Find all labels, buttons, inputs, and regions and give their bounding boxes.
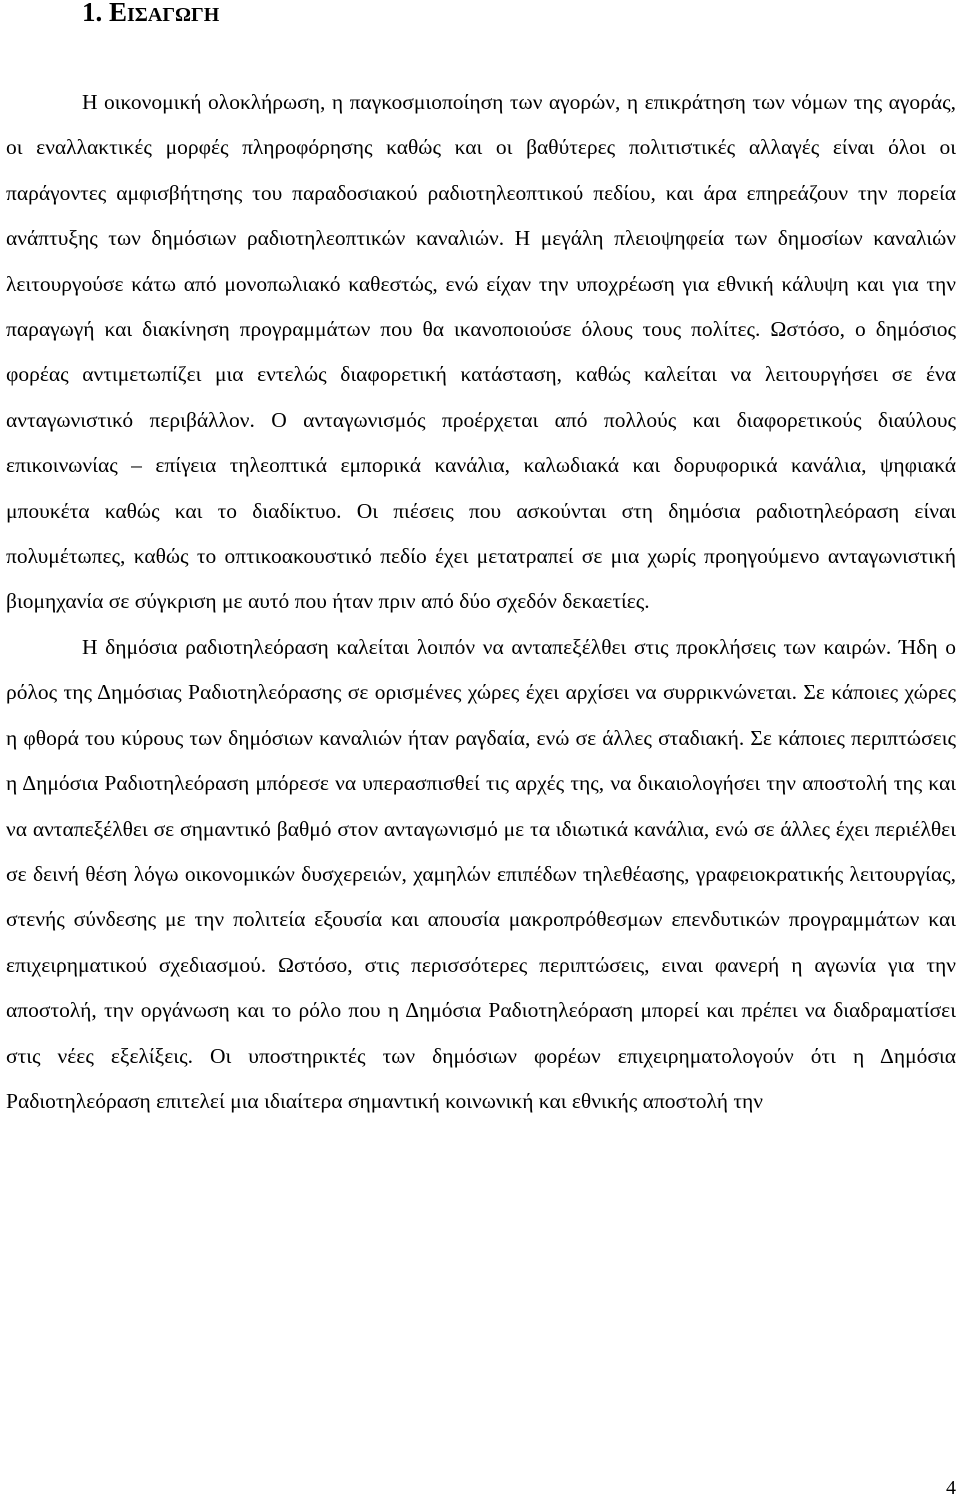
page-number: 4 <box>946 1477 956 1499</box>
section-heading <box>82 0 219 33</box>
heading-rest: ΙΣΑΓΩΓΗ <box>127 4 220 26</box>
paragraph-2: Η δημόσια ραδιοτηλεόραση καλείται λοιπόν να ανταπεξέλθει στις προκλήσεις των καιρών. Ήδη ο ρόλος της Δημόσιας Ραδιοτηλεόρασης σε ορισμένες χώρες έχει αρχίσει να συρρικνώνεται. Σε κάποιες χώρες η φθορά του κύρους των δημόσιων καναλιών ήταν ραγδαία, ενώ σε άλλες σταδιακή. Σε κάποιες περιπτώσεις η Δημόσια Ραδιοτηλεόραση μπόρεσε να υπερασπισθεί τις αρχές της, να δικαιολογήσει την αποστολή της και να ανταπεξέλθει σε σημαντικό βαθμό στον ανταγωνισμό με τα ιδιωτικά κανάλια, ενώ σε άλλες έχει περιέλθει σε δεινή θέση λόγω οικονομικών δυσχερειών, χαμηλών επιπέδων τηλεθέασης, γραφειοκρατικής λειτουργίας, στενής σύνδεσης με την πολιτεία εξουσία και απουσία μακροπρόθεσμων επενδυτικών προγραμμάτων και επιχειρηματικού σχεδιασμού. Ωστόσο, στις περισσότερες περιπτώσεις, ειναι φανερή η αγωνία για την αποστολή, την οργάνωση και το ρόλο που η Δημόσια Ραδιοτηλεόραση μπορεί και πρέπει να διαδραματίσει στις νέες εξελίξεις. Οι υποστηρικτές των δημόσιων φορέων επιχειρηματολογούν ότι η Δημόσια Ραδιοτηλεόραση επιτελεί μια ιδιαίτερα σημαντική κοινωνική και εθνικής αποστολή την <box>6 634 956 1113</box>
heading-number: 1. <box>82 0 103 27</box>
paragraph-1: Η οικονομική ολοκλήρωση, η παγκοσμιοποίηση των αγορών, η επικράτηση των νόμων της αγοράς, οι εναλλακτικές μορφές πληροφόρησης καθώς και οι βαθύτερες πολιτιστικές αλλαγές είναι όλοι οι παράγοντες αμφισβήτησης του παραδοσιακού ραδιοτηλεοπτικού πεδίου, και άρα επηρεάζουν την πορεία ανάπτυξης των δημόσιων ραδιοτηλεοπτικών καναλιών. Η μεγάλη πλειοψηφεία των δημοσίων καναλιών λειτουργούσε κάτω από μονοπωλιακό καθεστώς, ενώ είχαν την υποχρέωση για εθνική κάλυψη και για την παραγωγή και διακίνηση προγραμμάτων που θα ικανοποιούσε όλους τους πολίτες. Ωστόσο, ο δημόσιος φορέας αντιμετωπίζει μια εντελώς διαφορετική κατάσταση, καθώς καλείται να λειτουργήσει σε ένα ανταγωνιστικό περιβάλλον. Ο ανταγωνισμός προέρχεται από πολλούς και διαφορετικούς διαύλους επικοινωνίας – επίγεια τηλεοπτικά εμπορικά κανάλια, καλωδιακά και δορυφορικά κανάλια, ψηφιακά μπουκέτα καθώς και το διαδίκτυο. Οι πιέσεις που ασκούνται στη δημόσια ραδιοτηλεόραση είναι πολυμέτωπες, καθώς το οπτικοακουστικό πεδίο έχει μετατραπεί σε μια χωρίς προηγούμενο ανταγωνιστική βιομηχανία σε σύγκριση με αυτό που ήταν πριν από δύο σχεδόν δεκαετίες. <box>6 90 956 614</box>
body-text <box>6 80 956 1124</box>
heading-first-letter: Ε <box>109 0 128 27</box>
